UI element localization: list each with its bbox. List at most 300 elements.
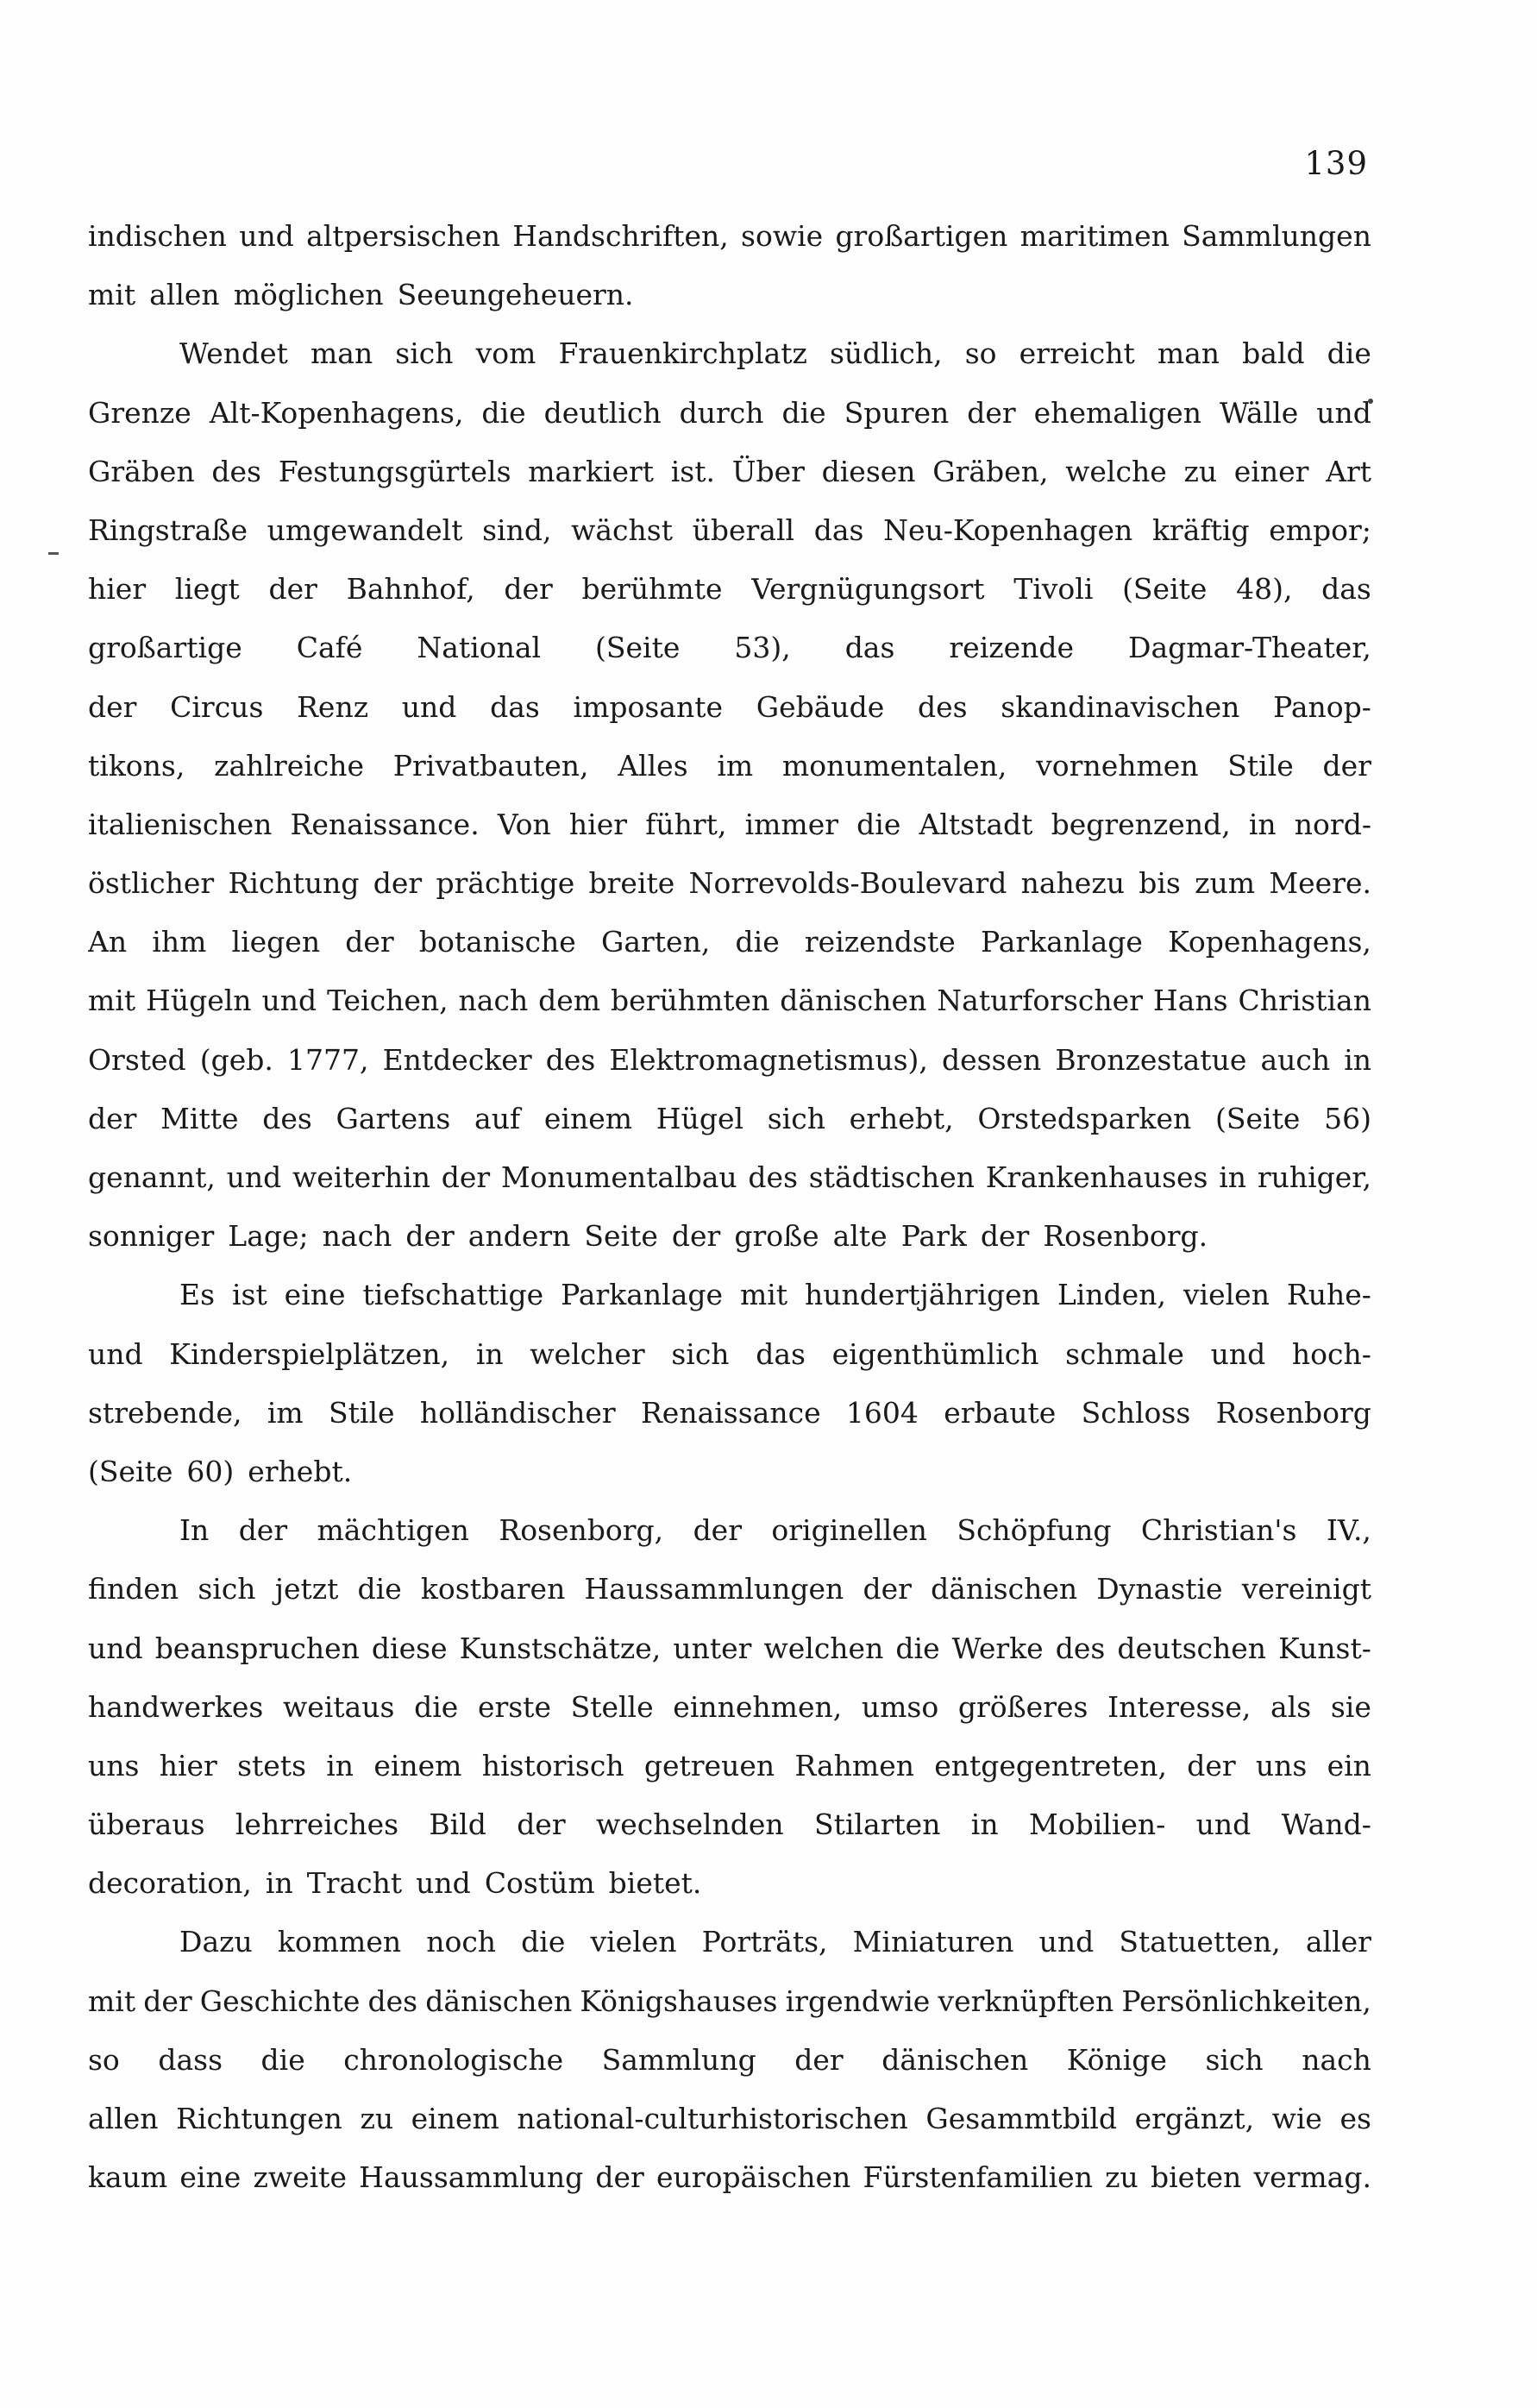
word: tikons, — [88, 748, 185, 783]
word: erreicht — [1019, 336, 1135, 371]
word: des — [262, 1101, 312, 1135]
word: der — [595, 2160, 644, 2195]
word: und — [226, 1160, 282, 1194]
word: der — [517, 1808, 566, 1842]
word: in — [1344, 1042, 1371, 1077]
word: der — [967, 395, 1016, 430]
word: monumentalen, — [781, 748, 1007, 783]
word: 1777, — [287, 1042, 369, 1077]
word: markiert — [528, 454, 655, 488]
word: vermag. — [1253, 2160, 1371, 2195]
text-line — [88, 1808, 1371, 1866]
word: nord- — [1294, 807, 1371, 841]
word: 48), — [1236, 572, 1293, 607]
word: holländischer — [419, 1395, 616, 1430]
word: begrenzend, — [1051, 807, 1231, 841]
word: nach — [1302, 2042, 1371, 2077]
word: in — [326, 1748, 354, 1782]
word: des — [918, 689, 968, 724]
word: des — [1055, 1631, 1106, 1665]
word: unter — [673, 1631, 752, 1665]
word: Stile — [1227, 748, 1294, 783]
word: schmale — [1065, 1336, 1184, 1371]
word: breite — [588, 866, 675, 901]
word: Sammlung — [601, 2042, 756, 2077]
word: wächst — [571, 512, 673, 547]
word: Gräben, — [932, 454, 1049, 488]
word: und — [1195, 1808, 1252, 1842]
text-line — [88, 1925, 1371, 1984]
word: einer — [1233, 454, 1309, 488]
text-line — [88, 1043, 1371, 1102]
text-line — [88, 1455, 1371, 1513]
word: genannt, — [88, 1160, 216, 1194]
text-line — [88, 1632, 1371, 1690]
word: die — [481, 395, 526, 430]
word: dänischen — [780, 984, 927, 1018]
word: in — [1248, 807, 1277, 841]
word: sich — [767, 1101, 825, 1135]
word: Tivoli — [1013, 572, 1094, 607]
word: Seite — [584, 1219, 658, 1254]
word: decoration, — [88, 1866, 252, 1901]
word: Altstadt — [919, 807, 1033, 841]
word: der — [405, 1219, 455, 1254]
word: so — [964, 336, 997, 371]
word: die — [1327, 336, 1371, 371]
word: tiefschattige — [362, 1278, 544, 1312]
word: Monumentalbau — [500, 1160, 737, 1194]
word: deutschen — [1117, 1631, 1267, 1665]
word: Festungsgürtels — [278, 454, 511, 488]
word: Norrevolds-Boulevard — [688, 866, 1007, 901]
word: des — [545, 1042, 596, 1077]
word: eine — [284, 1278, 346, 1312]
word: sowie — [741, 219, 824, 253]
word: 60) — [186, 1454, 235, 1488]
word: Lage; — [228, 1219, 309, 1254]
word: Costüm — [484, 1866, 595, 1901]
word: indischen — [88, 219, 227, 253]
page-number: 139 — [1304, 145, 1368, 182]
word: Stile — [329, 1395, 395, 1430]
word: Privatbauten, — [392, 748, 589, 783]
word: (geb. — [199, 1042, 273, 1077]
word: europäischen — [656, 2160, 851, 2195]
word: andern — [467, 1219, 571, 1254]
word: sich — [671, 1336, 730, 1371]
word: alte — [832, 1219, 888, 1254]
word: dänischen — [425, 1984, 573, 2018]
word: finden — [88, 1572, 179, 1606]
word: Alt-Kopenhagens, — [209, 395, 464, 430]
word: ruhiger, — [1257, 1160, 1371, 1194]
text-line — [88, 1102, 1371, 1160]
word: Bahnhof, — [346, 572, 475, 607]
word: Porträts, — [701, 1925, 828, 1959]
word: uns — [88, 1748, 140, 1782]
word: Neu-Kopenhagen — [883, 512, 1133, 547]
word: beanspruchen — [154, 1631, 360, 1665]
word: Seeungeheuern. — [397, 278, 634, 312]
word: Parkanlage — [561, 1278, 724, 1312]
word: Hans — [1152, 984, 1228, 1018]
word: National — [417, 631, 542, 665]
word: sich — [198, 1572, 256, 1606]
word: dänischen — [881, 2042, 1029, 2077]
word: die — [521, 1925, 566, 1959]
word: immer — [744, 807, 839, 841]
text-line — [88, 1396, 1371, 1455]
word: Christian — [1238, 984, 1371, 1018]
word: berühmten — [611, 984, 770, 1018]
word: sind, — [482, 512, 552, 547]
text-line — [88, 455, 1371, 513]
word: welchen — [763, 1631, 884, 1665]
word: kostbaren — [420, 1572, 566, 1606]
word: das — [844, 631, 895, 665]
word: Panop- — [1273, 689, 1371, 724]
word: man — [311, 336, 373, 371]
word: bieten — [1150, 2160, 1242, 2195]
body-text — [88, 219, 1371, 2219]
text-line — [88, 1984, 1371, 2043]
word: im — [717, 748, 754, 783]
text-line — [88, 278, 1371, 336]
word: jetzt — [274, 1572, 339, 1606]
word: ein — [1327, 1748, 1371, 1782]
word: entgegentreten, — [934, 1748, 1167, 1782]
text-line — [88, 749, 1371, 808]
word: sich — [395, 336, 454, 371]
word: eigenthümlich — [831, 1336, 1039, 1371]
word: Parkanlage — [980, 925, 1143, 959]
word: größeres — [957, 1689, 1088, 1724]
text-line — [88, 2102, 1371, 2160]
word: der — [1322, 748, 1371, 783]
word: Rosenborg — [1215, 1395, 1371, 1430]
word: der — [980, 1219, 1030, 1254]
text-line — [88, 336, 1371, 395]
word: Meere. — [1269, 866, 1371, 901]
word: mit — [88, 1984, 136, 2018]
word: (Seite — [1215, 1101, 1301, 1135]
word: sie — [1330, 1689, 1371, 1724]
word: mit — [88, 984, 136, 1018]
word: 53), — [734, 631, 791, 665]
word: originellen — [771, 1513, 927, 1548]
word: des — [211, 454, 261, 488]
word: der — [1187, 1748, 1236, 1782]
word: italienischen — [88, 807, 273, 841]
word: der — [794, 2042, 844, 2077]
word: national-culturhistorischen — [517, 2102, 908, 2135]
word: Gebäude — [756, 689, 885, 724]
word: und — [416, 1866, 471, 1901]
word: und — [239, 219, 294, 253]
word: Naturforscher — [937, 984, 1143, 1018]
margin-mark — [48, 552, 59, 555]
word: nach — [458, 984, 529, 1018]
word: Elektromagnetismus), — [609, 1042, 928, 1077]
word: stets — [237, 1748, 306, 1782]
word: zahlreiche — [214, 748, 365, 783]
word: Dazu — [179, 1925, 253, 1959]
word: einem — [543, 1101, 633, 1135]
word: mit — [739, 1278, 788, 1312]
word: noch — [426, 1925, 497, 1959]
word: der — [88, 1101, 137, 1135]
text-line — [88, 866, 1371, 925]
word: Fürstenfamilien — [863, 2160, 1093, 2195]
word: berühmte — [581, 572, 723, 607]
word: aller — [1305, 1925, 1371, 1959]
text-line — [88, 1572, 1371, 1631]
word: der — [345, 925, 394, 959]
word: Interesse, — [1107, 1689, 1252, 1724]
word: bald — [1242, 336, 1305, 371]
word: Haussammlungen — [584, 1572, 844, 1606]
word: strebende, — [88, 1395, 242, 1430]
text-line — [88, 1219, 1371, 1278]
word: 56) — [1324, 1101, 1371, 1135]
word: Orsted — [88, 1042, 186, 1077]
word: Café — [296, 631, 363, 665]
word: An — [88, 925, 128, 959]
word: in — [1219, 1160, 1247, 1194]
word: des — [367, 1984, 418, 2018]
word: verknüpften — [938, 1984, 1114, 2018]
word: dass — [158, 2042, 223, 2077]
text-line — [88, 1866, 1371, 1925]
word: Renaissance — [640, 1395, 821, 1430]
word: Stelle — [570, 1689, 654, 1724]
word: das — [1321, 572, 1371, 607]
word: Statuetten, — [1119, 1925, 1281, 1959]
word: bis — [1139, 866, 1181, 901]
text-line — [88, 219, 1371, 278]
word: die — [856, 807, 901, 841]
word: zu — [1183, 454, 1218, 488]
word: Von — [497, 807, 551, 841]
word: in — [475, 1336, 504, 1371]
word: Gartens — [336, 1101, 451, 1135]
word: Richtungen — [176, 2102, 342, 2135]
text-line — [88, 1278, 1371, 1336]
word: Schloss — [1081, 1395, 1191, 1430]
word: die — [414, 1689, 459, 1724]
word: Dynastie — [1096, 1572, 1223, 1606]
word: vielen — [1183, 1278, 1270, 1312]
word: Krankenhauses — [985, 1160, 1208, 1194]
word: 1604 — [845, 1395, 919, 1430]
word: getreuen — [643, 1748, 775, 1782]
word: zu — [1105, 2160, 1139, 2195]
word: bietet. — [608, 1866, 702, 1901]
word: die — [781, 395, 826, 430]
word: Wendet — [179, 336, 288, 371]
word: lehrreiches — [235, 1808, 399, 1842]
word: vereinigt — [1241, 1572, 1371, 1606]
word: In — [179, 1513, 210, 1548]
word: empor; — [1269, 512, 1371, 547]
word: reizende — [949, 631, 1075, 665]
word: durch — [679, 395, 764, 430]
word: einnehmen, — [673, 1689, 843, 1724]
word: Garten, — [600, 925, 711, 959]
word: ergänzt, — [1134, 2102, 1255, 2135]
word: Circus — [170, 689, 264, 724]
word: zu — [360, 2102, 394, 2135]
word: dessen — [941, 1042, 1042, 1077]
word: als — [1270, 1689, 1312, 1724]
word: kräftig — [1151, 512, 1250, 547]
text-line — [88, 1513, 1371, 1572]
text-line — [88, 2043, 1371, 2102]
word: chronologische — [343, 2042, 564, 2077]
text-line — [88, 925, 1371, 984]
word: umso — [861, 1689, 939, 1724]
word: Tracht — [306, 1866, 403, 1901]
word: allen — [149, 278, 220, 312]
word: die — [735, 925, 780, 959]
word: nach — [322, 1219, 392, 1254]
word: wie — [1271, 2102, 1322, 2135]
word: das — [813, 512, 864, 547]
word: Frauenkirchplatz — [558, 336, 807, 371]
word: handwerkes — [88, 1689, 264, 1724]
word: Entdecker — [382, 1042, 532, 1077]
word: deutlich — [543, 395, 662, 430]
word: Wand- — [1281, 1808, 1371, 1842]
word: Dagmar-Theater, — [1128, 631, 1371, 665]
word: Renaissance. — [290, 807, 480, 841]
text-line — [88, 1160, 1371, 1219]
word: und — [88, 1336, 143, 1371]
word: Ringstraße — [88, 512, 248, 547]
word: Park — [900, 1219, 967, 1254]
word: vielen — [590, 1925, 677, 1959]
word: diesen — [821, 454, 916, 488]
word: es — [1339, 2102, 1371, 2135]
word: erhebt. — [248, 1454, 353, 1488]
word: der — [441, 1160, 491, 1194]
word: einem — [411, 2102, 499, 2135]
word: vom — [475, 336, 536, 371]
word: ihm — [152, 925, 207, 959]
word: prächtige — [436, 866, 575, 901]
word: Gesammtbild — [925, 2102, 1118, 2135]
word: möglichen — [233, 278, 384, 312]
word: und — [1038, 1925, 1095, 1959]
word: Mobilien- — [1028, 1808, 1166, 1842]
word: erhebt, — [849, 1101, 954, 1135]
text-line — [88, 984, 1371, 1042]
word: südlich, — [829, 336, 943, 371]
word: kaum — [88, 2160, 168, 2195]
word: führt, — [645, 807, 727, 841]
word: Hügel — [656, 1101, 744, 1135]
word: (Seite — [88, 1454, 173, 1488]
word: hier — [568, 807, 628, 841]
word: sich — [1205, 2042, 1264, 2077]
word: Linden, — [1057, 1278, 1166, 1312]
text-line — [88, 1749, 1371, 1808]
word: zweite — [253, 2160, 347, 2195]
word: das — [490, 689, 540, 724]
text-line — [88, 2160, 1371, 2219]
word: welcher — [530, 1336, 645, 1371]
text-line — [88, 572, 1371, 631]
word: man — [1157, 336, 1220, 371]
text-line — [88, 1337, 1371, 1396]
word: liegt — [174, 572, 240, 607]
word: Schöpfung — [957, 1513, 1112, 1548]
word: mächtigen — [317, 1513, 469, 1548]
word: die — [895, 1631, 940, 1665]
word: umgewandelt — [267, 512, 463, 547]
word: Handschriften, — [512, 219, 729, 253]
word: Mitte — [160, 1101, 239, 1135]
text-line — [88, 808, 1371, 866]
word: liegen — [231, 925, 321, 959]
word: Alles — [618, 748, 688, 783]
text-line — [88, 690, 1371, 749]
word: erbaute — [944, 1395, 1057, 1430]
word: auch — [1260, 1042, 1331, 1077]
word: eine — [179, 2160, 242, 2195]
word: große — [734, 1219, 819, 1254]
word: Kunstschätze, — [459, 1631, 662, 1665]
word: historisch — [481, 1748, 624, 1782]
word: (Seite — [595, 631, 681, 665]
word: IV., — [1326, 1513, 1371, 1548]
word: hier — [159, 1748, 217, 1782]
word: Spuren — [844, 395, 950, 430]
word: Rosenborg. — [1043, 1219, 1208, 1254]
word: mit — [88, 278, 136, 312]
word: überall — [692, 512, 795, 547]
word: Teichen, — [327, 984, 449, 1018]
word: Christian's — [1140, 1513, 1297, 1548]
word: irgendwie — [785, 1984, 931, 2018]
word: und — [88, 1631, 143, 1665]
word: Persönlichkeiten, — [1121, 1984, 1371, 2018]
word: allen — [88, 2102, 159, 2135]
word: auf — [474, 1101, 521, 1135]
text-line — [88, 1690, 1371, 1749]
word: Rosenborg, — [499, 1513, 664, 1548]
word: Renz — [297, 689, 369, 724]
word: der — [268, 572, 317, 607]
word: Haussammlung — [359, 2160, 584, 2195]
word: nahezu — [1020, 866, 1125, 901]
word: kommen — [277, 1925, 402, 1959]
word: Es — [179, 1278, 216, 1312]
word: in — [970, 1808, 999, 1842]
word: hoch- — [1291, 1336, 1371, 1371]
word: ehemaligen — [1033, 395, 1201, 430]
word: und — [1210, 1336, 1266, 1371]
word: Geschichte — [199, 1984, 361, 2018]
word: (Seite — [1122, 572, 1208, 607]
word: einem — [373, 1748, 462, 1782]
word: so — [88, 2042, 120, 2077]
word: skandinavischen — [1001, 689, 1240, 724]
word: Ruhe- — [1286, 1278, 1371, 1312]
word: Gräben — [88, 454, 195, 488]
text-line — [88, 513, 1371, 572]
